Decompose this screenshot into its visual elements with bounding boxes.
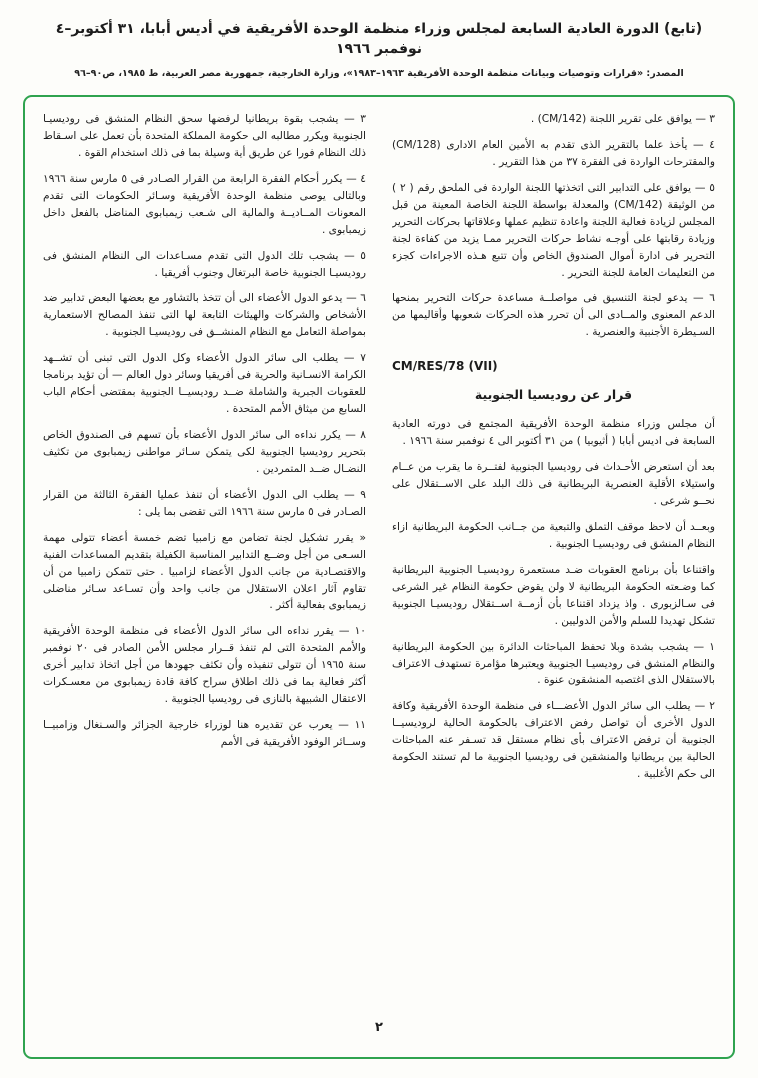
paragraph: ٩ — يطلب الى الدول الأعضاء أن تنفذ عمليا الفقرة الثالثة من القرار الصـادر فى ٥ مارس سنة ١٩٦٦ التى تقضى بما يلى : bbox=[43, 488, 366, 518]
paragraph: ٥ — يشجب تلك الدول التى تقدم مسـاعدات الى النظام المنشق فى روديسيـا الجنوبية خاصة البرتغال وجنوب أفريقيا . bbox=[43, 249, 366, 279]
paragraph: ٤ — يأخذ علما بالتقرير الذى تقدم به الأمين العام الادارى (CM/128) والمقترحات الواردة فى الفقرة ٣٧ من هذا التقرير . bbox=[392, 138, 715, 168]
paragraph: ٣ — يشجب بقوة بريطانيا لرفضها سحق النظام المنشق فى روديسيـا الجنوبية ويكرر مطالبه الى حكومة المملكة المتحدة بأن تعمل على اسـقاط ذلك النظام فورا عن طريق أية وسيلة بما فى ذلك استخدام القوة . bbox=[43, 113, 366, 159]
column-left bbox=[43, 111, 366, 1031]
paragraph: ٧ — يطلب الى سائر الدول الأعضاء وكل الدول التى تبنى أن تشــهد الكرامة الانسـانية والحرية فى أفريقيا وسائر دول العالم — أن تؤيد برنامجا للعقوبات الجبرية والشاملة ضــد روديسيــا الجنوبية بمقتضى أحكام الباب السابع من ميثاق الأمم المتحدة . bbox=[43, 352, 366, 416]
paragraph: ١ — يشجب بشدة وبلا تحفظ المباحثات الدائرة بين الحكومة البريطانية والنظام المنشق فى روديسيـا الجنوبية ويعتبرها مؤامرة تستهدف الاعتراف بالاستقلال الذى اغتصبه المنشقون عنوة . bbox=[392, 640, 715, 687]
resolution-reference: CM/RES/78 (VII) bbox=[392, 359, 498, 374]
paragraph: ٨ — يكرر نداءه الى سائر الدول الأعضاء بأن تسهم فى الصندوق الخاص بتحرير روديسيا الجنوبية لكى يتمكن سـائر مواطنى زيمبابوى من تكثيف النضـال ضــد المتمردين . bbox=[43, 429, 366, 475]
paragraph: « يقرر تشكيل لجنة تضامن مع زامبيا تضم خمسة أعضاء تتولى مهمة السـعى من أجل وضــع التدابير المناسبة الكفيلة بتقديم المساعدات الفنية والاقتصـادية من جانب الدول الأعضاء لزامبيا . حتى تتمكن زامبيا من أن تقاوم آثار اعلان الاستقلال من جانب واحد وأن تسـاعد سـائر مناضلى زيمبابوى بفعالية أكثر . bbox=[43, 531, 366, 612]
paragraph: واقتناعا بأن برنامج العقوبات ضـد مستعمرة روديسيـا الجنوبية البريطانية كما وضـعته الحكومة البريطانية لا ولن يقوض حكومة النظام غير الشرعى فى سـالزبورى . واذ يزداد اقتناعا بأن أزمــة اســتقلال روديسيـا الجنوبية تشكل تهديدا للسلم والأمن الدوليين . bbox=[392, 563, 715, 627]
paragraph: بعد أن استعرض الأحـداث فى روديسيا الجنوبية لفتــرة ما يقرب من عــام واستيلاء الأقلية العنصرية البريطانية فى ذلك البلد على الاســتقلال على نحــو شرعى . bbox=[392, 461, 715, 507]
paragraph: ١٠ — يقرر نداءه الى سائر الدول الأعضاء فى منظمة الوحدة الأفريقية والأمم المتحدة التى لم تنفذ قــرار مجلس الأمن الصادر فى ٢٠ نوفمبر سنة ١٩٦٥ أن تتولى تنفيذه وأن تكثف جهودها من أجل اتخاذ تدابير أخرى أكثر فعالية بما فى ذلك اطلاق سراح كافة قادة زيمبابوى من معسـكرات الاعتقال الشبيهة بالنازى فى روديسيا الجنوبية . bbox=[43, 625, 366, 706]
paragraph: ٥ — يوافق على التدابير التى اتخذتها اللجنة الواردة فى الملحق رقم ( ٢ ) من الوثيقة (CM/142) والمعدلة بواسطة اللجنة الخاصة المعينة من قبل المجلس لزيادة فعالية اللجنة واعادة تنظيم عملها وعلاقاتها بحركات التحرير وزيادة رقابتها على أوجـه نشاط حركات التحرير ممـا يزيد من كفاءة لجنة التحرير فى ادارة أموال الصندوق الخاص وأن تتبع هـذه الاجراءات كجزء من التعليمات العامة للجنة التحرير . bbox=[392, 181, 715, 279]
paragraph: ١١ — يعرب عن تقديره هنا لوزراء خارجية الجزائر والسـنغال وزامبيــا وســائر الوفود الأفريقية فى الأمم bbox=[43, 719, 366, 748]
paragraph: ٢ — يطلب الى سائر الدول الأعضـــاء فى منظمة الوحدة الأفريقية وكافة الدول الأخرى أن تواصل رفض الاعتراف بالحكومة الحالية لروديسيــا الجنوبية أن ترفض الاعتراف بأى نظام مستقل قد تسـفر عنه المباحثات الحالية بين بريطانيا والمنشقين فى روديسيا الجنوبية ما لم تستند الحكومة الى حكم الأغلبية . bbox=[392, 700, 715, 781]
paragraph: ٤ — يكرر أحكام الفقرة الرابعة من القرار الصـادر فى ٥ مارس سنة ١٩٦٦ وبالتالى يوصى منظمة الوحدة الأفريقية وسـائر الحكومات التى تقدم المعونات المــاديــة والمالية الى شـعب زيمبابوى المناضل بالفعل داخل زيمبابوى . bbox=[43, 172, 366, 236]
page-title: (تابع) الدورة العادية السابعة لمجلس وزراء منظمة الوحدة الأفريقية في أديس أبابا، ٣١ أكتوبر–٤ نوفمبر ١٩٦٦ bbox=[55, 21, 703, 57]
paragraph: ٣ — يوافق على تقرير اللجنة (CM/142) . bbox=[530, 113, 715, 125]
paragraph: أن مجلس وزراء منظمة الوحدة الأفريقية المجتمع فى دورته العادية السابعة فى اديس أبابا ( أثيوبيا ) من ٣١ أكتوبر الى ٤ نوفمبر سنة ١٩٦٦ . bbox=[392, 418, 715, 448]
paragraph: ٦ — يدعو لجنة التنسيق فى مواصلــة مساعدة حركات التحرير بمنحها الدعم المعنوى والمــادى الى أن تحرر هذه الحركات شعوبها وأقاليمها من السـيطرة الأجنبية والعنصرية . bbox=[392, 292, 715, 339]
column-right bbox=[392, 111, 715, 1031]
page-number: ٢ bbox=[375, 1020, 383, 1035]
columns-wrapper bbox=[43, 111, 715, 1031]
page-header bbox=[0, 0, 758, 80]
resolution-heading: قرار عن روديسيا الجنوبية bbox=[474, 387, 633, 403]
source-line: المصدر: «قرارات وتوصيات وبيانات منظمة الوحدة الأفريقية ١٩٦٣–١٩٨٣»، وزارة الخارجية، جمهورية مصر العربية، ط ١٩٨٥، ص٩٠–٩٦ bbox=[74, 68, 684, 80]
content-box bbox=[23, 95, 735, 1059]
paragraph: وبعــد أن لاحظ موقف التملق والتبعية من جــانب الحكومة البريطانية ازاء النظام المنشق فى روديسيـا الجنوبية . bbox=[392, 520, 715, 550]
paragraph: ٦ — يدعو الدول الأعضاء الى أن تتخذ بالتشاور مع بعضها البعض تدابير ضد الأشخاص والشركات والهيئات التابعة لها التى تنفذ المصالح الاستعمارية بمواصلة التعامل مع النظام المنشــق فى روديسيـا الجنوبية . bbox=[43, 292, 366, 339]
